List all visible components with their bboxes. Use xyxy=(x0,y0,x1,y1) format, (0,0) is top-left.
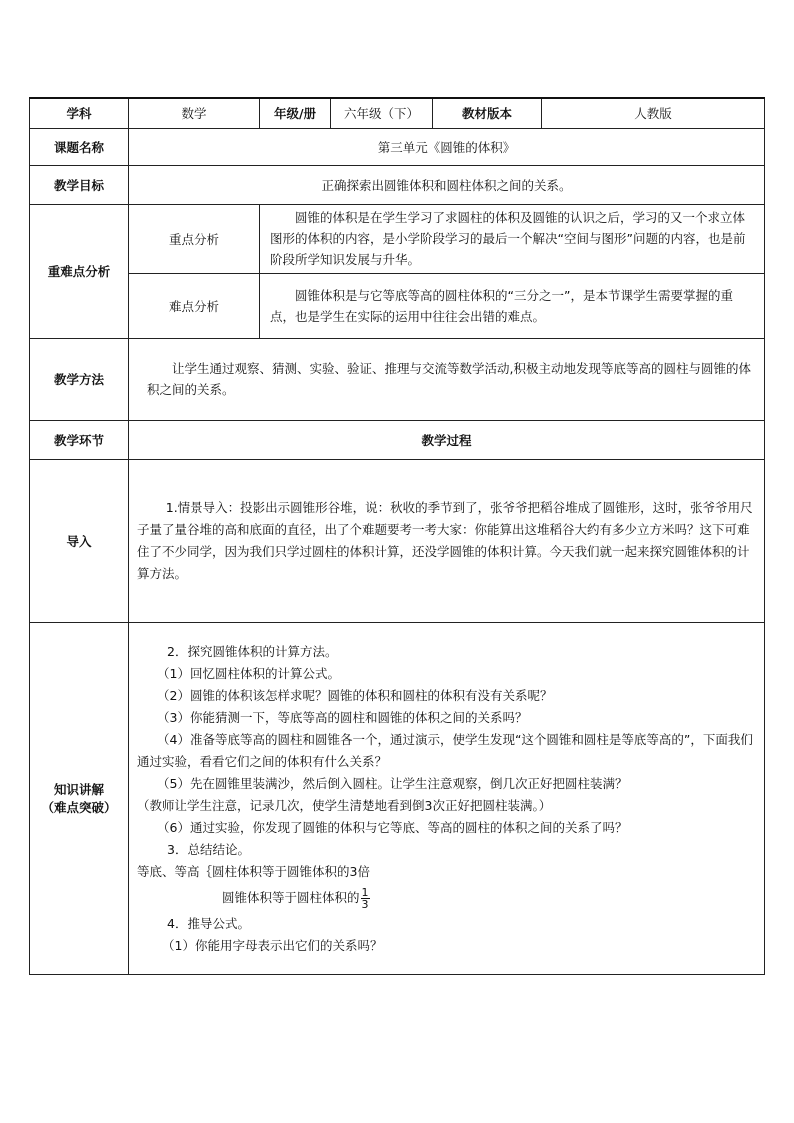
key-analysis-text: 圆锥的体积是在学生学习了求圆柱的体积及圆锥的认识之后，学习的又一个求立体图形的体积的内容，是小学阶段学习的最后一个解决“空间与图形”问题的内容，也是前阶段所学知识发展与升华。 xyxy=(260,204,765,273)
lesson-plan-table xyxy=(29,97,765,975)
knowledge-line-13: （1）你能用字母表示出它们的关系吗？ xyxy=(162,937,383,953)
knowledge-line-11 xyxy=(137,883,754,913)
knowledge-line-4: （3）你能猜测一下，等底等高的圆柱和圆锥的体积之间的关系吗？ xyxy=(157,709,528,725)
method-label: 教学方法 xyxy=(30,338,129,420)
analysis-label: 重难点分析 xyxy=(30,204,129,338)
knowledge-line-11-text: 圆锥体积等于圆柱体积的 xyxy=(222,889,360,905)
grade-value: 六年级（下） xyxy=(331,98,433,128)
knowledge-line-9: 3．总结结论。 xyxy=(167,841,250,857)
knowledge-line-6: （5）先在圆锥里装满沙，然后倒入圆柱。让学生注意观察，倒几次正好把圆柱装满？ xyxy=(157,775,628,791)
knowledge-line-7: （教师让学生注意，记录几次，使学生清楚地看到倒3次正好把圆柱装满。） xyxy=(137,797,552,813)
intro-label: 导入 xyxy=(30,459,129,622)
knowledge-line-10: 等底、等高｛圆柱体积等于圆锥体积的3倍 xyxy=(137,863,370,879)
difficult-analysis-text: 圆锥体积是与它等底等高的圆柱体积的“三分之一”，是本节课学生需要掌握的重点，也是学生在实际的运用中往往会出错的难点。 xyxy=(260,273,765,338)
goal-label: 教学目标 xyxy=(30,165,129,204)
goal-text: 正确探索出圆锥体积和圆柱体积之间的关系。 xyxy=(129,165,765,204)
edition-label: 教材版本 xyxy=(433,98,542,128)
fraction-numerator: 1 xyxy=(361,885,369,899)
knowledge-line-1: 2．探究圆锥体积的计算方法。 xyxy=(167,643,338,659)
one-third-fraction xyxy=(361,887,370,910)
knowledge-line-12: 4．推导公式。 xyxy=(167,915,250,931)
knowledge-line-2: （1）回忆圆柱体积的计算公式。 xyxy=(157,665,340,681)
method-text: 让学生通过观察、猜测、实验、验证、推理与交流等数学活动,积极主动地发现等底等高的圆柱与圆锥的体积之间的关系。 xyxy=(129,338,765,420)
knowledge-line-5: （4）准备等底等高的圆柱和圆锥各一个，通过演示，使学生发现“这个圆锥和圆柱是等底等高的”，下面我们通过实验，看看它们之间的体积有什么关系？ xyxy=(137,731,753,769)
intro-text: 1.情景导入：投影出示圆锥形谷堆，说：秋收的季节到了，张爷爷把稻谷堆成了圆锥形，这时，张爷爷用尺子量了量谷堆的高和底面的直径，出了个难题要考一考大家：你能算出这堆稻谷大约有多少立方米吗？这下可难住了不少同学，因为我们只学过圆柱的体积计算，还没学圆锥的体积计算。今天我们就一起来探究圆锥体积的计算方法。 xyxy=(129,459,765,622)
difficult-analysis-label: 难点分析 xyxy=(129,273,260,338)
knowledge-line-8: （6）通过实验，你发现了圆锥的体积与它等底、等高的圆柱的体积之间的关系了吗？ xyxy=(157,819,628,835)
subject-value: 数学 xyxy=(129,98,260,128)
knowledge-label-line2: （难点突破） xyxy=(41,800,117,815)
lesson-name-label: 课题名称 xyxy=(30,128,129,165)
subject-label: 学科 xyxy=(30,98,129,128)
knowledge-line-3: （2）圆锥的体积该怎样求呢？圆锥的体积和圆柱的体积有没有关系呢？ xyxy=(157,687,553,703)
knowledge-content xyxy=(129,622,765,974)
process-label: 教学过程 xyxy=(129,420,765,459)
fraction-denominator: 3 xyxy=(361,897,369,911)
grade-label: 年级/册 xyxy=(260,98,331,128)
edition-value: 人教版 xyxy=(542,98,765,128)
key-analysis-label: 重点分析 xyxy=(129,204,260,273)
stage-label: 教学环节 xyxy=(30,420,129,459)
knowledge-label xyxy=(30,622,129,974)
lesson-name-value: 第三单元《圆锥的体积》 xyxy=(129,128,765,165)
knowledge-label-line1: 知识讲解 xyxy=(53,782,104,797)
